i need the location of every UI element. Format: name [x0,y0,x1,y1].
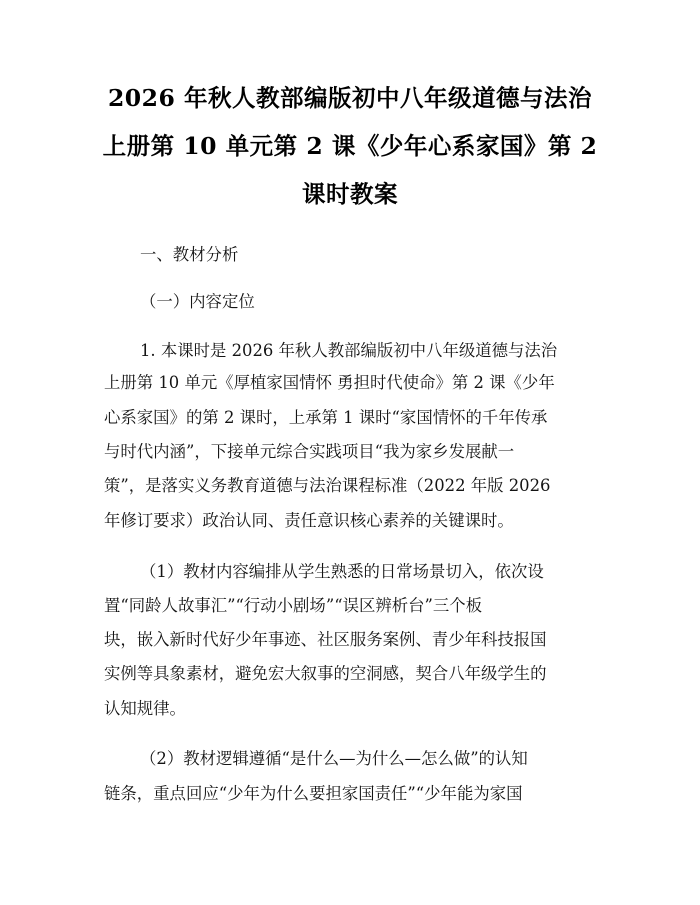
paragraph-line: 实例等具象素材，避免宏大叙事的空洞感，契合八年级学生的 [104,664,547,683]
paragraph-line: 心系家国》的第 2 课时，上承第 1 课时“家国情怀的千年传承 [104,408,548,427]
paragraph-line: 块，嵌入新时代好少年事迹、社区服务案例、青少年科技报国 [104,630,547,649]
paragraph-line: 策”，是落实义务教育道德与法治课程标准（2022 年版 2026 [104,476,551,495]
paragraph-line: 链条，重点回应“少年为什么要担家国责任”“少年能为家国 [104,784,523,803]
paragraph-line: 与时代内涵”，下接单元综合实践项目“我为家乡发展献一 [104,442,515,461]
paragraph-line: 置“同龄人故事汇”“行动小剧场”“误区辨析台”三个板 [104,596,483,615]
paragraph-line: 年修订要求）政治认同、责任意识核心素养的关键课时。 [104,511,514,530]
paragraph-line: 认知规律。 [104,699,186,718]
section-heading: 一、教材分析 [140,245,239,264]
paragraph-line: 上册第 10 单元《厚植家国情怀 勇担时代使命》第 2 课《少年 [104,373,555,392]
document-title [90,74,610,218]
title-line: 上册第 10 单元第 2 课《少年心系家国》第 2 [102,132,598,160]
paragraph-line: 1. 本课时是 2026 年秋人教部编版初中八年级道德与法治 [140,341,558,360]
paragraph-line: （2）教材逻辑遵循“是什么—为什么—怎么做”的认知 [140,749,528,768]
title-line: 课时教案 [302,180,398,208]
subsection-heading: （一）内容定位 [140,292,255,311]
title-line: 2026 年秋人教部编版初中八年级道德与法治 [107,84,593,112]
paragraph-line: （1）教材内容编排从学生熟悉的日常场景切入，依次设 [140,562,544,581]
